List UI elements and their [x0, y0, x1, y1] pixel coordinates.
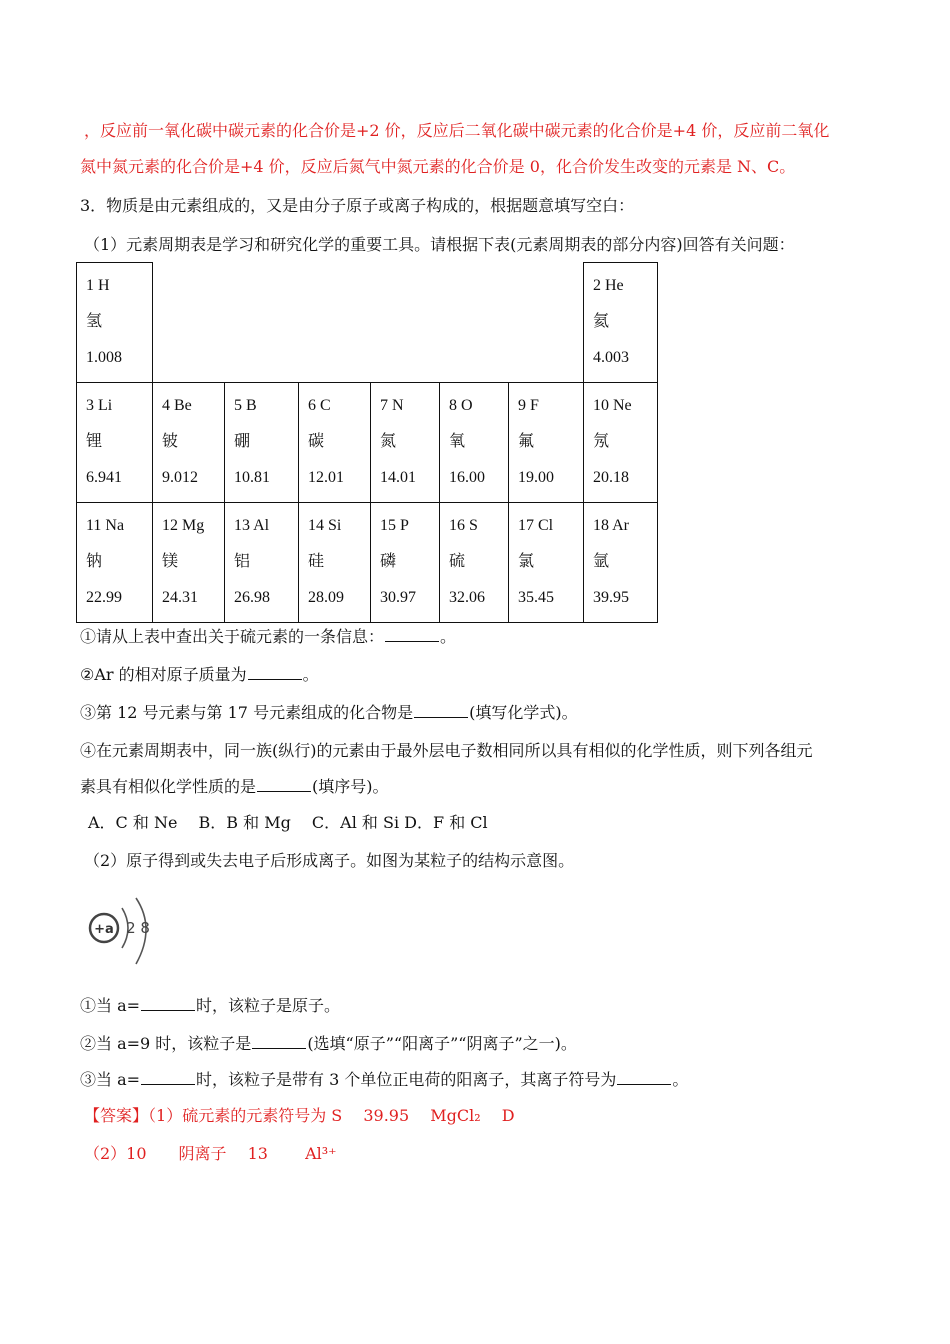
element-name: 钠	[86, 553, 103, 570]
element-cell	[299, 503, 371, 623]
element-number-symbol: 13 Al	[234, 517, 270, 534]
element-mass: 16.00	[449, 469, 485, 486]
element-mass: 32.06	[449, 589, 485, 606]
element-cell	[299, 383, 371, 503]
element-mass: 4.003	[593, 349, 629, 366]
element-cell	[153, 383, 225, 503]
element-mass: 22.99	[86, 589, 122, 606]
element-name: 氯	[518, 553, 535, 570]
element-name: 硼	[234, 433, 251, 450]
element-number-symbol: 11 Na	[86, 517, 125, 534]
answer-blank[interactable]	[385, 627, 439, 642]
element-number-symbol: 6 C	[308, 397, 331, 414]
element-name: 碳	[308, 433, 325, 450]
element-mass: 12.01	[308, 469, 344, 486]
q1-c: ③第 12 号元素与第 17 号元素组成的化合物是 (填写化学式)。	[80, 703, 578, 722]
question-stem: 3．物质是由元素组成的，又是由分子原子或离子构成的，根据题意填写空白：	[80, 196, 635, 215]
q1-d-line-2: 素具有相似化学性质的是 (填序号)。	[80, 777, 389, 796]
answer-line-1: 【答案】（1）硫元素的元素符号为 S 39.95 MgCl₂ D	[84, 1106, 515, 1125]
answer-label: 【答案】	[84, 1106, 149, 1125]
element-number-symbol: 5 B	[234, 397, 257, 414]
element-number-symbol: 1 H	[86, 277, 110, 294]
element-mass: 10.81	[234, 469, 270, 486]
answer-blank[interactable]	[248, 665, 302, 680]
answer-blank[interactable]	[414, 703, 468, 718]
element-cell	[440, 503, 509, 623]
q2-a: ①当 a= 时，该粒子是原子。	[80, 996, 341, 1015]
element-number-symbol: 4 Be	[162, 397, 192, 414]
answer-blank[interactable]	[257, 777, 311, 792]
element-mass: 20.18	[593, 469, 629, 486]
element-number-symbol: 8 O	[449, 397, 473, 414]
element-cell-h	[77, 263, 153, 383]
element-mass: 1.008	[86, 349, 122, 366]
shell-electron-counts: 2 8	[126, 919, 150, 937]
element-cell	[509, 383, 584, 503]
element-name: 铝	[234, 553, 251, 570]
element-cell	[584, 503, 658, 623]
answer-blank[interactable]	[252, 1034, 306, 1049]
element-name: 铍	[162, 433, 179, 450]
element-mass: 39.95	[593, 589, 629, 606]
element-cell	[77, 383, 153, 503]
element-name: 氟	[518, 433, 535, 450]
table-row	[77, 263, 658, 383]
element-cell	[509, 503, 584, 623]
element-cell-he	[584, 263, 658, 383]
q1-b: ②Ar 的相对原子质量为 。	[80, 665, 319, 684]
answer-blank[interactable]	[141, 996, 195, 1011]
part2-intro: （2）原子得到或失去电子后形成离子。如图为某粒子的结构示意图。	[84, 851, 575, 870]
nucleus-label: +a	[94, 922, 114, 937]
table-row	[77, 503, 658, 623]
element-number-symbol: 9 F	[518, 397, 539, 414]
element-name: 硅	[308, 553, 325, 570]
element-number-symbol: 14 Si	[308, 517, 342, 534]
q2-c: ③当 a= 时，该粒子是带有 3 个单位正电荷的阳离子，其离子符号为 。	[80, 1070, 689, 1089]
element-number-symbol: 12 Mg	[162, 517, 205, 534]
element-number-symbol: 7 N	[380, 397, 404, 414]
element-number-symbol: 18 Ar	[593, 517, 629, 534]
element-cell	[225, 383, 299, 503]
periodic-table	[76, 262, 658, 623]
element-name: 磷	[380, 553, 397, 570]
element-name: 锂	[86, 433, 103, 450]
element-name: 镁	[162, 553, 179, 570]
element-name: 氢	[86, 313, 103, 330]
element-number-symbol: 2 He	[593, 277, 624, 294]
element-cell	[225, 503, 299, 623]
element-cell	[153, 503, 225, 623]
element-mass: 24.31	[162, 589, 198, 606]
element-number-symbol: 15 P	[380, 517, 409, 534]
element-cell	[584, 383, 658, 503]
element-mass: 14.01	[380, 469, 416, 486]
element-mass: 19.00	[518, 469, 554, 486]
element-name: 氮	[380, 433, 397, 450]
q1-a: ①请从上表中查出关于硫元素的一条信息： 。	[80, 627, 457, 646]
q1-d-line-1: ④在元素周期表中，同一族(纵行)的元素由于最外层电子数相同所以具有相似的化学性质，则下列各组元	[80, 741, 813, 760]
particle-structure-diagram	[86, 896, 166, 976]
intro-line-1: ，反应前一氧化碳中碳元素的化合价是+2 价，反应后二氧化碳中碳元素的化合价是+4 价，反应前二氧化	[84, 121, 830, 140]
element-cell	[77, 503, 153, 623]
element-cell	[440, 383, 509, 503]
q2-b: ②当 a=9 时，该粒子是 (选填“原子”“阳离子”“阴离子”之一)。	[80, 1034, 577, 1053]
answer-line-2: （2）10 阴离子 13 Al³⁺	[84, 1144, 337, 1163]
element-name: 氦	[593, 313, 610, 330]
answer-blank[interactable]	[617, 1070, 671, 1085]
table-empty-span	[153, 263, 584, 383]
part1-intro: （1）元素周期表是学习和研究化学的重要工具。请根据下表(元素周期表的部分内容)回答有关问题：	[84, 235, 795, 254]
element-number-symbol: 17 Cl	[518, 517, 554, 534]
element-mass: 26.98	[234, 589, 270, 606]
element-name: 硫	[449, 553, 466, 570]
element-mass: 6.941	[86, 469, 122, 486]
element-cell	[371, 503, 440, 623]
element-name: 氖	[593, 433, 610, 450]
element-number-symbol: 16 S	[449, 517, 478, 534]
element-cell	[371, 383, 440, 503]
element-mass: 9.012	[162, 469, 198, 486]
element-mass: 35.45	[518, 589, 554, 606]
intro-line-2: 氮中氮元素的化合价是+4 价，反应后氮气中氮元素的化合价是 0，化合价发生改变的元素是 N、C。	[80, 157, 796, 176]
element-name: 氧	[449, 433, 466, 450]
answer-blank[interactable]	[141, 1070, 195, 1085]
element-mass: 28.09	[308, 589, 344, 606]
element-number-symbol: 3 Li	[86, 397, 113, 414]
table-row	[77, 383, 658, 503]
element-name: 氩	[593, 553, 610, 570]
element-number-symbol: 10 Ne	[593, 397, 632, 414]
element-mass: 30.97	[380, 589, 416, 606]
options: A．C 和 Ne B．B 和 Mg C．Al 和 Si D．F 和 Cl	[88, 813, 488, 832]
